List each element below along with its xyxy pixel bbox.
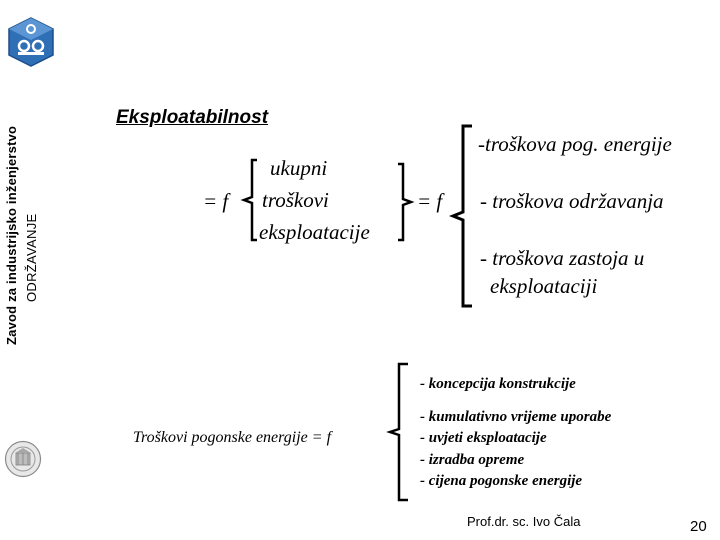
formula-f-mid: = f bbox=[417, 189, 443, 213]
factor-item-price: - cijena pogonske energije bbox=[420, 473, 583, 489]
energy-cost-label: Troškovi pogonske energije = f bbox=[133, 429, 332, 446]
factor-item-build: - izradba opreme bbox=[420, 452, 525, 468]
institute-label: Zavod za industrijsko inženjerstvo bbox=[4, 125, 19, 345]
factor-brace-icon bbox=[386, 362, 412, 502]
logo-icon bbox=[6, 16, 56, 68]
page-title: Eksploatabilnost bbox=[116, 107, 269, 128]
formula-line-troskovi: troškovi bbox=[262, 188, 329, 212]
formula-line-eksploatacije: eksploatacije bbox=[259, 220, 370, 244]
cost-item-downtime-cont: eksploataciji bbox=[490, 274, 598, 298]
factor-item-design: - koncepcija konstrukcije bbox=[420, 376, 576, 392]
department-label: ODRŽAVANJE bbox=[24, 213, 39, 302]
formula-f-prefix: = f bbox=[203, 189, 229, 213]
cost-item-maintenance: - troškova održavanja bbox=[480, 189, 664, 213]
cost-brace-icon bbox=[448, 124, 476, 308]
factor-item-usage: - kumulativno vrijeme uporabe bbox=[420, 409, 612, 425]
cost-item-energy: -troškova pog. energije bbox=[478, 132, 672, 156]
page-number: 20 bbox=[690, 518, 707, 535]
author-label: Prof.dr. sc. Ivo Čala bbox=[467, 514, 581, 529]
university-seal-icon bbox=[4, 440, 42, 478]
right-brace-icon bbox=[395, 162, 415, 242]
formula-line-ukupni: ukupni bbox=[270, 156, 328, 180]
cost-item-downtime: - troškova zastoja u bbox=[480, 246, 645, 270]
left-brace-icon bbox=[240, 158, 260, 242]
factor-item-conditions: - uvjeti eksploatacije bbox=[420, 430, 547, 446]
